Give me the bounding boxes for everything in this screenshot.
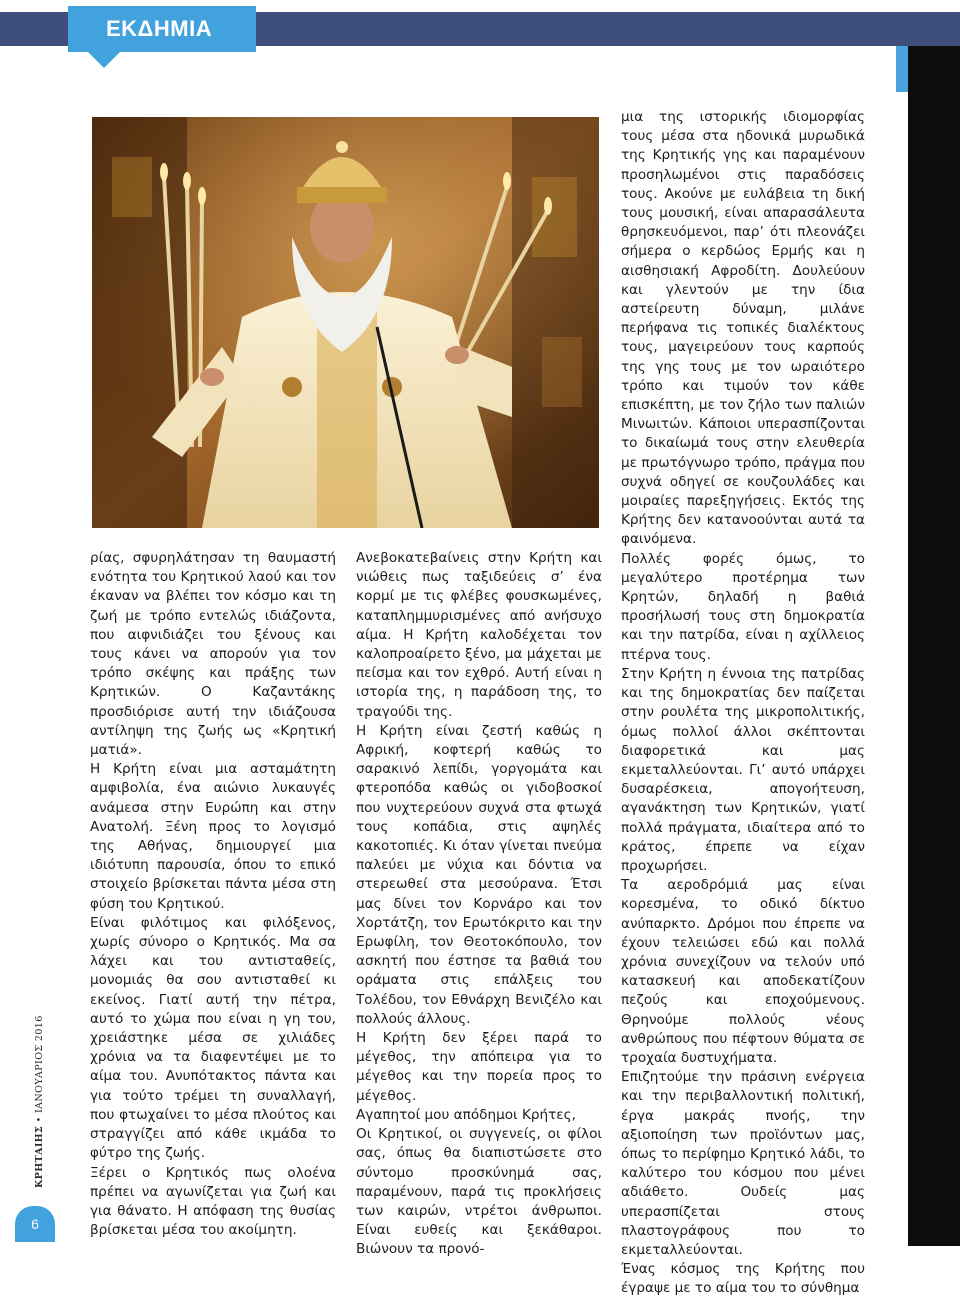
spine-publication: ΚΡΗΤΑΙΗΣ [34,1125,45,1188]
paragraph: Οι Κρητικοί, οι συγγενείς, οι φίλοι σας, όπως θα διαπιστώσετε στο σύντομο προσκύνημά σας, παραμένουν, παρά τις προκλήσεις των καιρών, ντρέτοι άνθρωποι. Είναι ευθείς και ξεκάθαροι. Βιώνουν τα προνό- [356,1126,602,1258]
paragraph: Πολλές φορές όμως, το μεγαλύτερο προτέρημα των Κρητών, δηλαδή η βαθιά προσήλωσή τους στη δημοκρατία και την πατρίδα, είναι η αχίλλειος πτέρνα τους. [621,550,865,663]
paragraph: μια της ιστορικής ιδιομορφίας τους μέσα στα ηδονικά μυρωδικά της Κρητικής γης και παραμένουν προσηλωμένοι στις παραδόσεις τους. Ακούνε με ευλάβεια τη δική τους μουσική, είναι απαρασάλευτα θρησκευόμενοι, παρ’ ότι πλεονάζει σήμερα ο κερδώος Ερμής και η αισθησιακή Αφροδίτη. Δουλεύουν και γλεντούν με την ίδια αστείρευτη δύναμη, μιλάνε περήφανα τις τοπικές διαλέκτους τους, μαγειρεύουν τους καρπούς της γης τους με τον ωραιότερο τρόπο και τιμούν τον κάθε επισκέπτη, με τον ζήλο των παλιών Μινωιτών. Κάποιοι υπερασπίζονται το δικαίωμά τους στην ελευθερία με πρωτόγνωρο τρόπο, πράγμα που συχνά οδηγεί σε κουζουλάδες και μοιραίες παρεξηγήσεις. Εκτός της Κρήτης δεν κατανοούνται αυτά τα φαινόμενα. [621,109,865,548]
paragraph: Η Κρήτη είναι μια ασταμάτητη αμφιβολία, ένα αιώνιο λυκαυγές ανάμεσα στην Ευρώπη και στην Ανατολή. Ξένη προς το λογισμό της Αθήνας, δημιουργεί μια ιδιότυπη παρουσία, όπου το επικό στοιχείο βρίσκεται πάντα μέσα στη φύση του Κρητικού. [90,761,336,912]
right-dark-bar [908,46,960,1246]
paragraph: Ανεβοκατεβαίνεις στην Κρήτη και νιώθεις πως ταξιδεύεις σ’ ένα κορμί με τις φλέβες φουσκωμένες, καταπλημμυρισμένες από ανήσυχο αίμα. Η Κρήτη καλοδέχεται τον καλοπροαίρετο ξένο, μα μάχεται με πείσμα και τον εχθρό. Αυτή είναι η ιστορία της, η παράδοση της, το τραγούδι της. [356,550,602,720]
paragraph: Στην Κρήτη η έννοια της πατρίδας και της δημοκρατίας δεν παίζεται στην ρουλέτα της μικροπολιτικής, όμως πολλοί άλλοι σκέπτονται διαφορετικά και μας εκμεταλλεύονται. Γι’ αυτό υπάρχει δυσαρέσκεια, απογοήτευση, αγανάκτηση των Κρητικών, γιατί πολλά πράγματα, ιδιαίτερα από το κράτος, έπρεπε να είχαν προχωρήσει. [621,665,865,874]
article-photo [92,117,599,528]
paragraph: Ένας κόσμος της Κρήτης που έγραψε με το αίμα του το σύνθημα [621,1261,865,1297]
paragraph: Είναι φιλότιμος και φιλόξενος, χωρίς σύνορο ο Κρητικός. Μα σα λάχει και του αντισταθείς, μονομιάς θα σου αντισταθεί κι εκείνος. Γιατί αυτή την πέτρα, αυτό το χώμα που είναι η γη του, χρειάστηκε μέσα σε χιλιάδες χρόνια να τα διαφεντέψει με το αίμα του. Ανυπότακτος πάντα και για τούτο τρέμει τη συναλλαγή, που φτωχαίνει το μέσα πλούτος και στραγγίζει από κάθε ικμάδα το φύτρο της ζωής. [90,914,336,1162]
paragraph: Τα αεροδρόμιά μας είναι κορεσμένα, το οδικό δίκτυο ανύπαρκτο. Δρόμοι που έπρεπε να έχουν τελειώσει εδώ και πολλά χρόνια συνεχίζουν να τελούν υπό κατασκευή και αποδεκατίζουν πεζούς και εποχούμενους. Θρηνούμε πολλούς νέους ανθρώπους που πέφτουν θύματα σε τροχαία δυστυχήματα. [621,877,865,1066]
paragraph: Η Κρήτη δεν ξέρει παρά το μέγεθος, την απόπειρα για το μέγεθος και την πορεία προς το μέγεθος. [356,1030,602,1104]
paragraph: Αγαπητοί μου απόδημοι Κρήτες, [356,1106,576,1123]
paragraph: Ξέρει ο Κρητικός πως ολοένα πρέπει να αγωνίζεται για ζωή και για θάνατο. Η απόφαση της θυσίας βρίσκεται μέσα του ακοίμητη. [90,1164,336,1239]
article-column-left [90,549,336,1240]
spine-text: ΚΡΗΤΑΙΗΣ • ΙΑΝΟΥΑΡΙΟΣ 2016 [34,1015,45,1188]
spine-date: ΙΑΝΟΥΑΡΙΟΣ 2016 [34,1015,45,1113]
page-number: 6 [15,1206,55,1242]
paragraph: Η Κρήτη είναι ζεστή καθώς η Αφρική, κοφτερή καθώς το σαρακινό λεπίδι, γοργομάτα και φτεροπόδα καθώς οι γιδοβοσκοί που νυχτερεύουν συχνά στα φτωχά τους κοπάδια, στις αψηλές κακοτοπιές. Κι όταν γίνεται πνεύμα παλεύει με νύχια και δόντια να στερεωθεί στα μεσούρανα. Έτσι μας δίνει τον Κορνάρο και τον Χορτάτζη, τον Ερωτόκριτο και την Ερωφίλη, τον Θεοτοκόπουλο, τον ασκητή που έστησε τα βαθιά του οράματα στις επάλξεις του Τολέδου, τον Εθνάρχη Βενιζέλο και πολλούς άλλους. [356,722,602,1027]
section-tab-pointer [88,52,120,68]
right-accent-bar [896,46,908,92]
paragraph: ρίας, σφυρηλάτησαν τη θαυμαστή ενότητα του Κρητικού λαού και τον έκαναν να βλέπει τον κόσμο και τη ζωή με τρόπο εντελώς ιδιάζοντα, που αιφνιδιάζει του ξένους και τους κάνει να απορούν για τον τρόπο σκέψης και πράξης των Κρητικών. Ο Καζαντάκης προσδιόρισε αυτή την ιδιάζουσα αντίληψη της ζωής ως «Κρητική ματιά». [90,550,336,759]
paragraph: Επιζητούμε την πράσινη ενέργεια και την περιβαλλοντική πολιτική, έργα μακράς πνοής, την αξιοποίηση των προϊόντων μας, όπως το περίφημο Κρητικό λάδι, το καλύτερο του κόσμου που μένει αδιάθετο. Ουδείς μας υπερασπίζεται στους πλαστογράφους που το εκμεταλλεύονται. [621,1069,865,1258]
article-column-right [621,108,865,1299]
section-label: ΕΚΔΗΜΙΑ [68,6,256,52]
article-column-middle [356,549,602,1260]
